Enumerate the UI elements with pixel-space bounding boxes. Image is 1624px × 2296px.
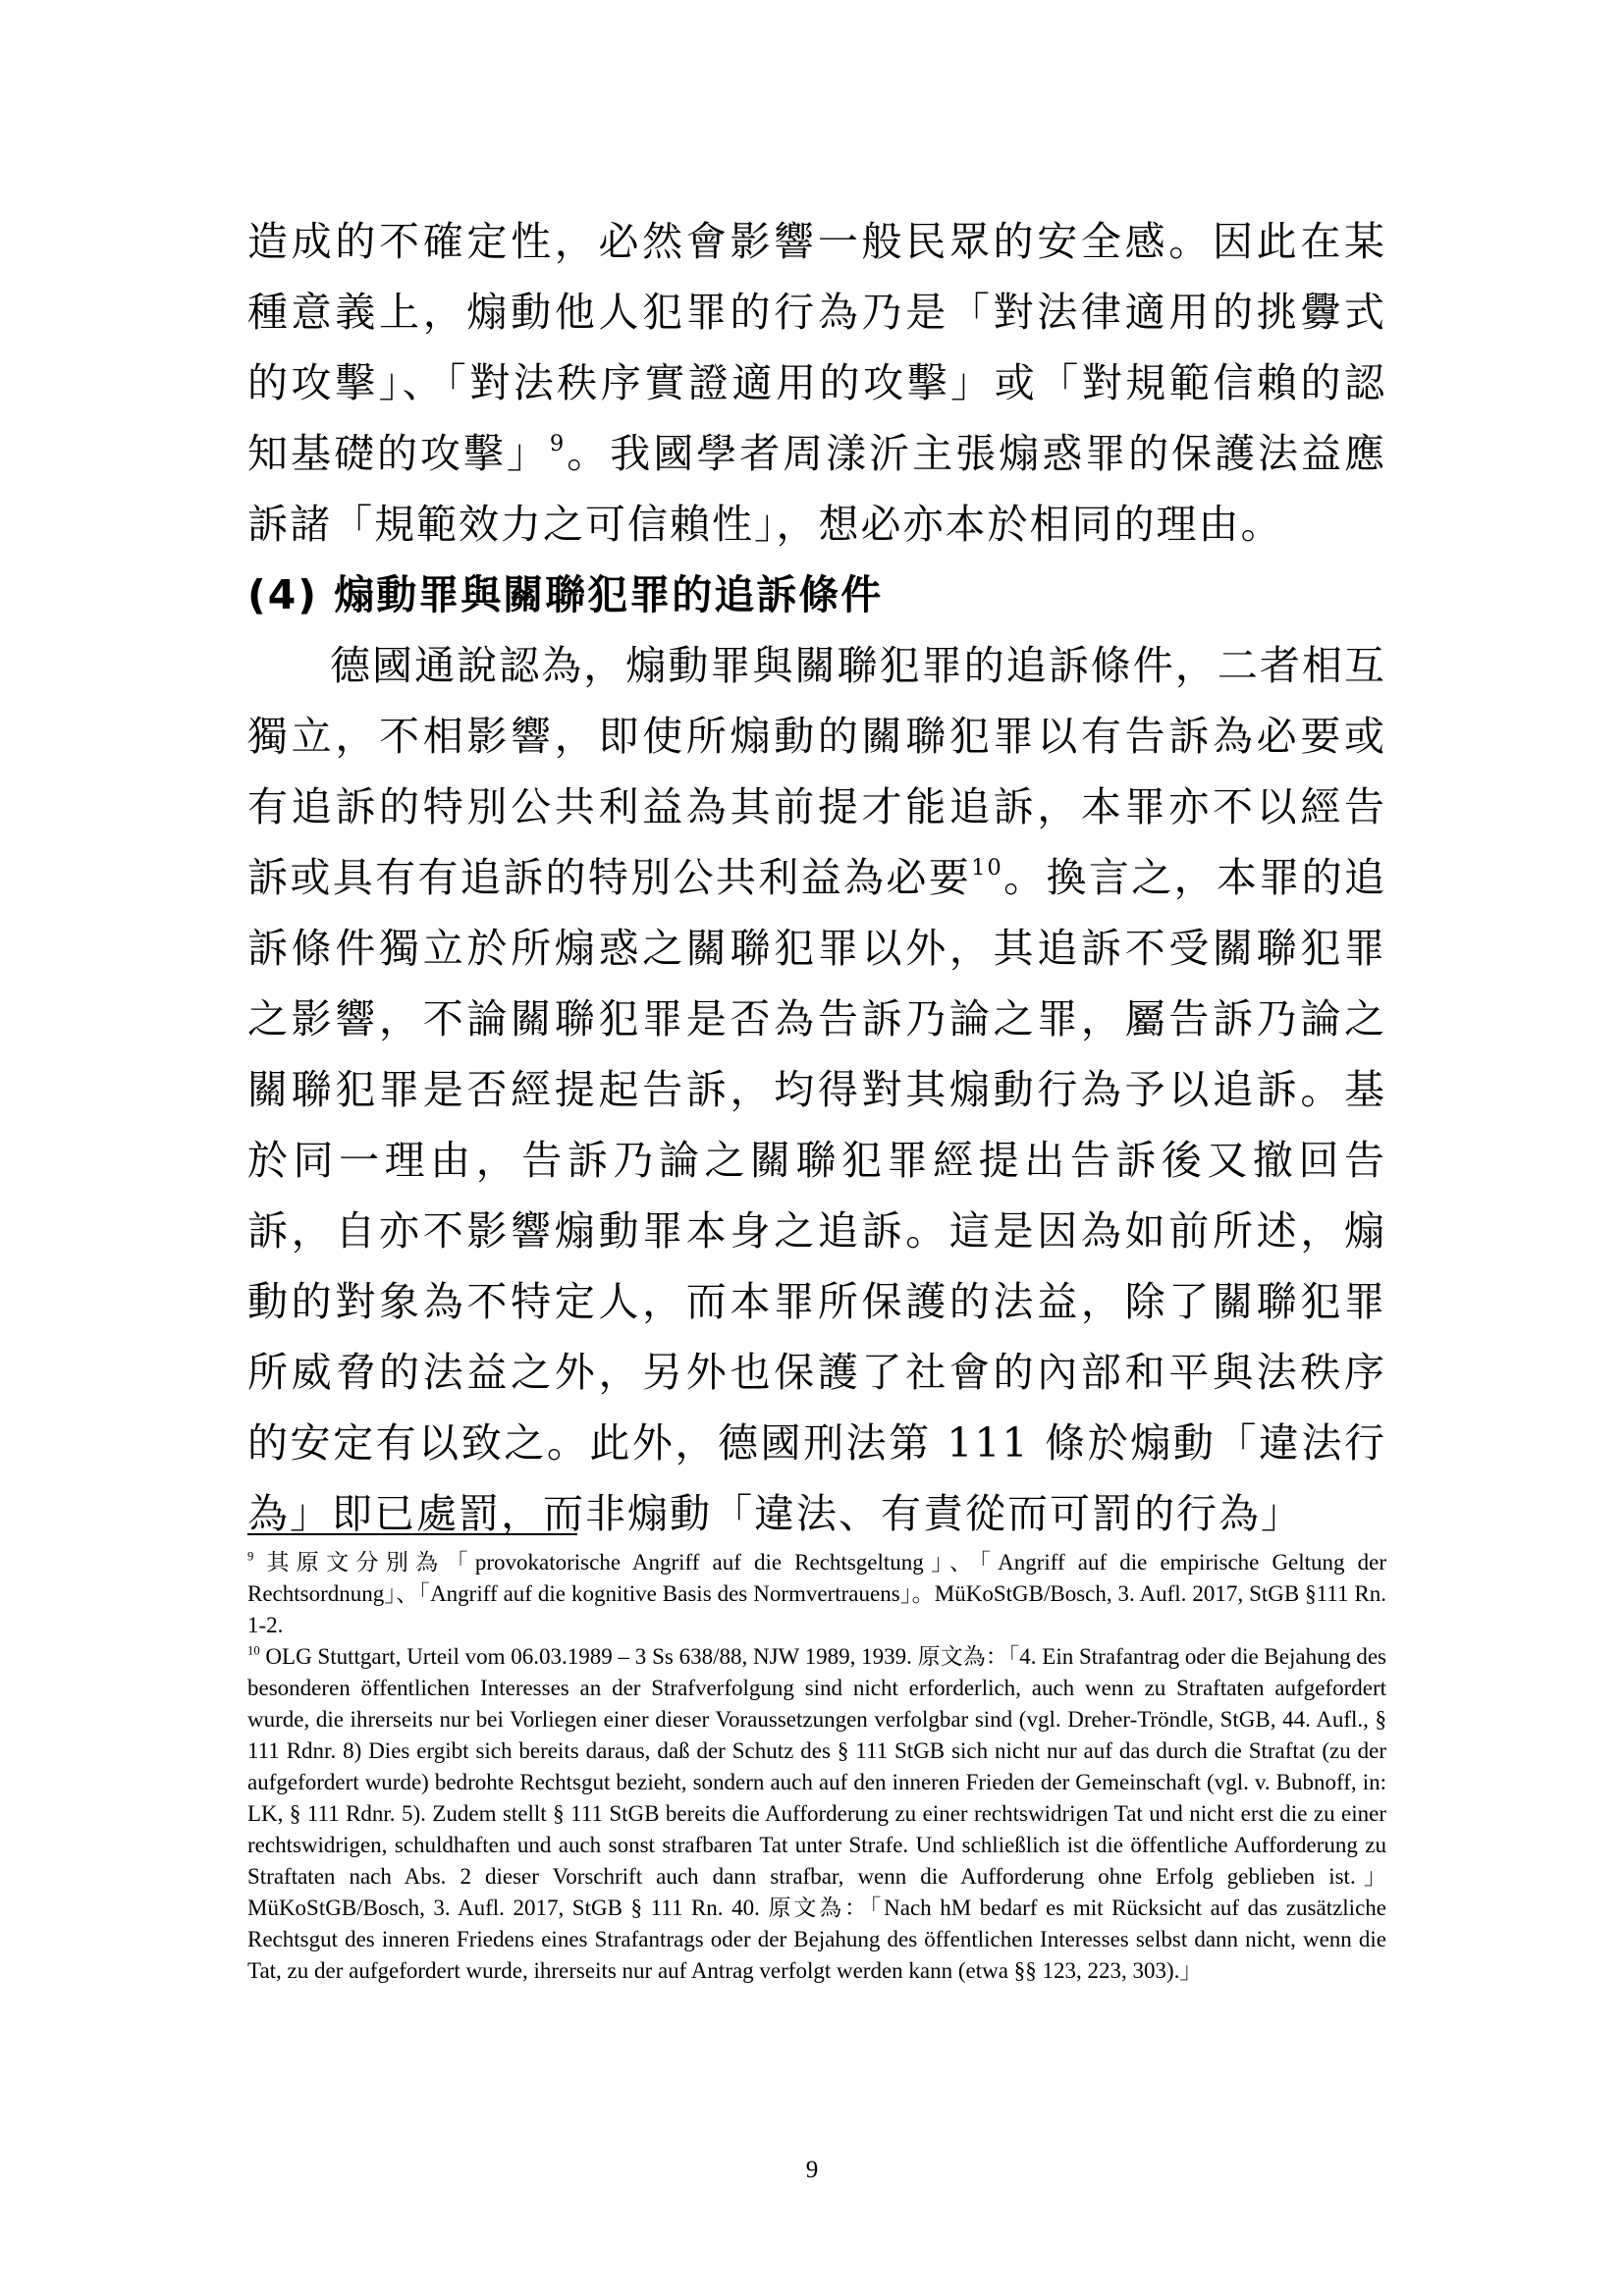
footnote-ref-10[interactable]: 10 — [971, 855, 1003, 881]
main-text — [247, 206, 1386, 1549]
paragraph-2-text-rest: 。換言之，本罪的追訴條件獨立於所煽惑之關聯犯罪以外，其追訴不受關聯犯罪之影響，不論關聯犯罪是否為告訴乃論之罪，屬告訴乃論之關聯犯罪是否經提起告訴，均得對其煽動行為予以追訴。基於同一理由，告訴乃論之關聯犯罪經提出告訴後又撤回告訴，自亦不影響煽動罪本身之追訴。這是因為如前所述，煽動的對象為不特定人，而本罪所保護的法益，除了關聯犯罪所威脅的法益之外，另外也保護了社會的內部和平與法秩序的安定有以致之。此外，德國刑法第 111 條於煽動「違法行為」即已處罰，而非煽動「違法、有責從而可罰的行為」 — [247, 854, 1386, 1537]
footnote-number: 9 — [247, 1549, 254, 1564]
footnote-10 — [247, 1641, 1386, 1987]
paragraph-2-text: 德國通說認為，煽動罪與關聯犯罪的追訴條件，二者相互獨立，不相影響，即使所煽動的關聯犯罪以有告訴為必要或有追訴的特別公共利益為其前提才能追訴，本罪亦不以經告訴或具有有追訴的特別公共利益為必要 — [247, 642, 1386, 901]
paragraph-1-text-rest: 。我國學者周漾沂主張煽惑罪的保護法益應訴諸「規範效力之可信賴性」，想必亦本於相同的理由。 — [247, 430, 1387, 548]
footnotes — [247, 1547, 1386, 1987]
footnote-text: OLG Stuttgart, Urteil vom 06.03.1989 – 3 Ss 638/88, NJW 1989, 1939. 原文為：「4. Ein Strafantrag oder die Bejahung des besonderen öffentlichen Interesses an der Strafverfolgung sind nicht erforderlich, auch wenn zu Straftaten aufgefordert wurde, die ihrerseits nur bei Vorliegen einer dieser Voraussetzungen verfolgbar sind (vgl. Dreher-Tröndle, StGB, 44. Aufl., § 111 Rdnr. 8) Dies ergibt sich bereits daraus, daß der Schutz des § 111 StGB sich nicht nur auf das durch die Straftat (zu der aufgefordert wurde) bedrohte Rechtsgut bezieht, sondern auch auf den inneren Frieden der Gemeinschaft (vgl. v. Bubnoff, in: LK, § 111 Rdnr. 5). Zudem stellt § 111 StGB bereits die Aufforderung zu einer rechtswidrigen Tat und nicht erst die zu einer rechtswidrigen, schuldhaften und auch sonst strafbaren Tat unter Strafe. Und schließlich ist die öffentliche Aufforderung zu Straftaten nach Abs. 2 dieser Vorschrift auch dann strafbar, wenn die Aufforderung ohne Erfolg geblieben ist.」MüKoStGB/Bosch, 3. Aufl. 2017, StGB § 111 Rn. 40. 原文為：「Nach hM bedarf es mit Rücksicht auf das zusätzliche Rechtsgut des inneren Friedens eines Strafantrags oder der Bejahung des öffentlichen Interesses selbst dann nicht, wenn die Tat, zu der aufgefordert wurde, ihrerseits nur auf Antrag verfolgt werden kann (etwa §§ 123, 223, 303).」 — [247, 1644, 1387, 1983]
paragraph-1-text: 造成的不確定性，必然會影響一般民眾的安全感。因此在某種意義上，煽動他人犯罪的行為乃是「對法律適用的挑釁式的攻擊」、「對法秩序實證適用的攻擊」或「對規範信賴的認知基礎的攻擊」 — [247, 218, 1386, 477]
footnote-divider — [247, 1533, 577, 1535]
footnote-ref-9[interactable]: 9 — [549, 431, 567, 457]
section-heading: (4) 煽動罪與關聯犯罪的追訴條件 — [247, 571, 884, 618]
footnote-number: 10 — [247, 1643, 260, 1658]
footnote-text: 其原文分別為「provokatorische Angriff auf die Rechtsgeltung」、「Angriff auf die empirische Geltung der Rechtsordnung」、「Angriff auf die kognitive Basis des Normvertrauens」。MüKoStGB/Bosch, 3. Aufl. 2017, StGB §111 Rn. 1-2. — [247, 1550, 1387, 1637]
footnote-9 — [247, 1547, 1386, 1641]
paragraph-2 — [247, 630, 1386, 1549]
page-number: 9 — [805, 2157, 819, 2183]
paragraph-1 — [247, 206, 1386, 560]
